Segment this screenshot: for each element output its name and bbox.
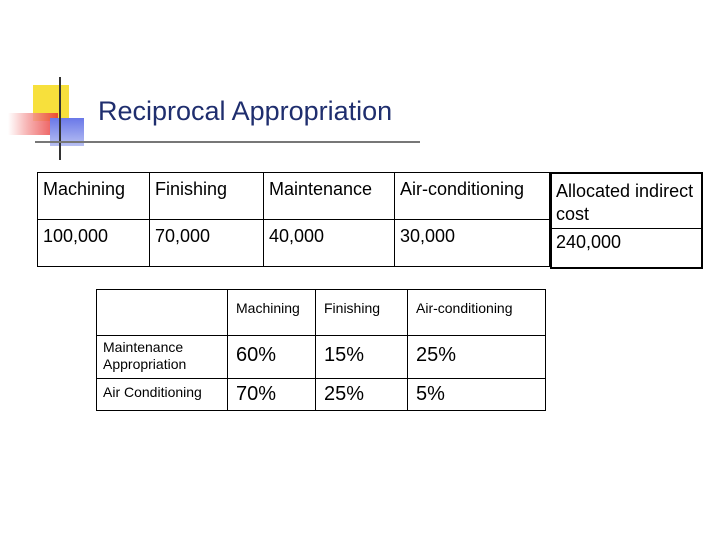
overhead-table	[37, 172, 550, 267]
aircon-finishing-pct: 25%	[316, 379, 408, 411]
allocated-cost-box	[550, 172, 703, 269]
header-machining: Machining	[38, 173, 150, 220]
table-row	[97, 379, 546, 411]
row-label-maintenance: Maintenance Appropriation	[97, 336, 228, 379]
maintenance-aircon-pct: 25%	[408, 336, 546, 379]
apportionment-header-row	[97, 290, 546, 336]
overhead-header-row	[38, 173, 550, 220]
header-maintenance: Maintenance	[264, 173, 395, 220]
maintenance-finishing-pct: 15%	[316, 336, 408, 379]
overhead-value-row	[38, 220, 550, 267]
vertical-rule	[59, 77, 61, 160]
allocated-cost-label: Allocated indirect cost	[552, 174, 701, 229]
title-decoration	[0, 0, 100, 170]
slide-title: Reciprocal Appropriation	[98, 96, 393, 126]
title-underline	[35, 141, 420, 143]
aircon-aircon-pct: 5%	[408, 379, 546, 411]
value-maintenance: 40,000	[264, 220, 395, 267]
allocated-cost-value: 240,000	[556, 232, 622, 252]
value-air-conditioning: 30,000	[395, 220, 550, 267]
aircon-machining-pct: 70%	[228, 379, 316, 411]
col-header-finishing: Finishing	[316, 290, 408, 336]
corner-cell	[97, 290, 228, 336]
maintenance-machining-pct: 60%	[228, 336, 316, 379]
value-finishing: 70,000	[150, 220, 264, 267]
table-row	[97, 336, 546, 379]
apportionment-table	[96, 289, 546, 411]
row-label-air-conditioning: Air Conditioning	[97, 379, 228, 411]
col-header-air-conditioning: Air-conditioning	[408, 290, 546, 336]
col-header-machining: Machining	[228, 290, 316, 336]
header-air-conditioning: Air-conditioning	[395, 173, 550, 220]
value-machining: 100,000	[38, 220, 150, 267]
header-finishing: Finishing	[150, 173, 264, 220]
